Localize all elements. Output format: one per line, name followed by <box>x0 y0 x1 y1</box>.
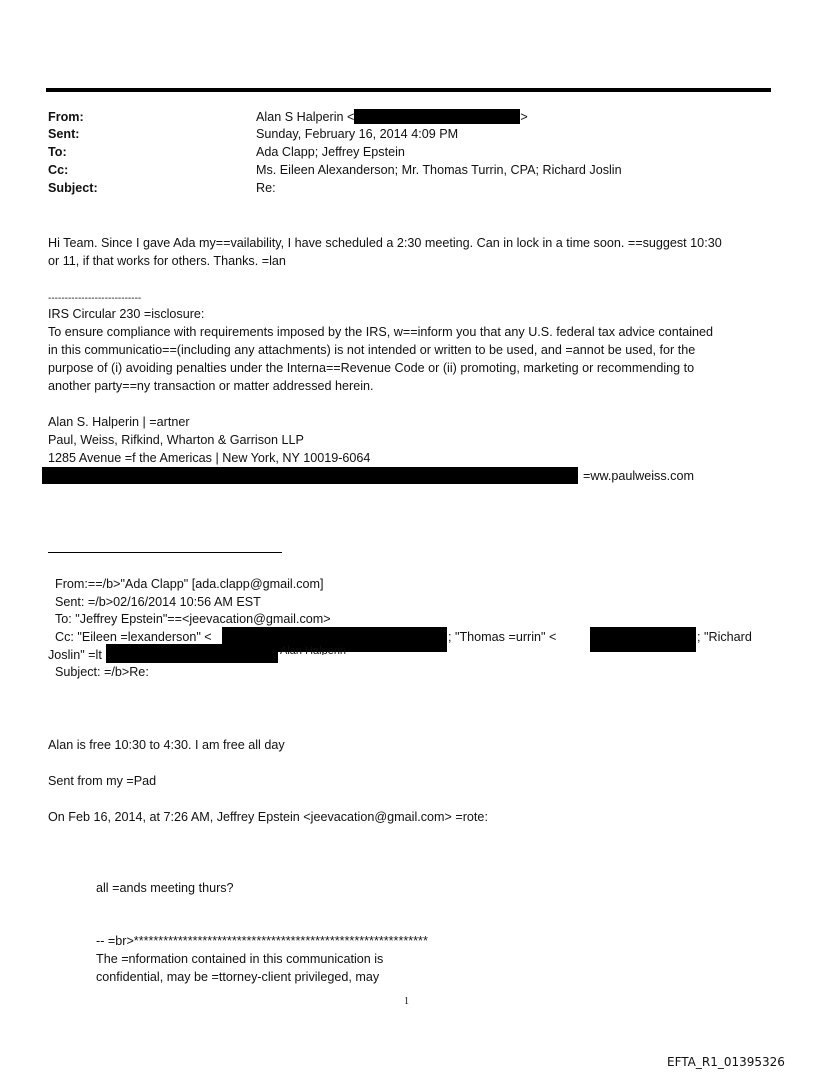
from-value-prefix: Alan S Halperin < <box>256 110 355 124</box>
disclaimer-title: IRS Circular 230 =isclosure: <box>48 307 205 321</box>
quoted-cc: Alan Halperin <box>280 645 347 655</box>
subject-value: Re: <box>256 181 276 195</box>
quoted-subject: Subject: =/b>Re: <box>55 665 149 679</box>
from-label: From: <box>48 110 84 124</box>
top-rule <box>46 88 771 92</box>
to-value: Ada Clapp; Jeffrey Epstein <box>256 145 405 159</box>
cc-label: Cc: <box>48 163 69 177</box>
quoted-cc: Joslin" =lt <box>48 648 102 662</box>
inner-line: confidential, may be =ttorney-client privileged, may <box>96 970 380 984</box>
signature-name: Alan S. Halperin | =artner <box>48 415 190 429</box>
reply-line: Alan is free 10:30 to 4:30. I am free all day <box>48 738 285 752</box>
redaction-block <box>590 627 696 652</box>
from-value <box>256 109 528 126</box>
cc-value: Ms. Eileen Alexanderson; Mr. Thomas Turrin, CPA; Richard Joslin <box>256 163 622 177</box>
signature-firm: Paul, Weiss, Rifkind, Wharton & Garrison LLP <box>48 433 304 447</box>
signature-address: 1285 Avenue =f the Americas | New York, NY 10019-6064 <box>48 451 371 465</box>
quoted-from: From:==/b>"Ada Clapp" [ada.clapp@gmail.com] <box>55 577 324 591</box>
disclaimer-line: purpose of (i) avoiding penalties under the Interna==Revenue Code or (ii) promoting, marketing or recommending to <box>48 361 695 375</box>
reply-line: Sent from my =Pad <box>48 774 157 788</box>
quoted-cc: Cc: "Eileen =lexanderson" < <box>55 630 212 644</box>
sent-value: Sunday, February 16, 2014 4:09 PM <box>256 127 459 141</box>
quoted-sent: Sent: =/b>02/16/2014 10:56 AM EST <box>55 595 261 609</box>
quoted-cc: ; "Richard <box>697 630 752 644</box>
signature-web: =ww.paulweiss.com <box>583 469 694 483</box>
inner-line: all =ands meeting thurs? <box>96 881 234 895</box>
page-number: 1 <box>404 996 409 1007</box>
inner-separator: -- =br>************************************************************ <box>96 934 428 948</box>
from-value-suffix: > <box>520 110 528 124</box>
sent-label: Sent: <box>48 127 80 141</box>
body-line: Hi Team. Since I gave Ada my==vailability, I have scheduled a 2:30 meeting. Can in lock in a time soon. ==suggest 10:30 <box>48 236 722 250</box>
redaction-block <box>354 109 520 124</box>
redaction-block <box>106 644 278 663</box>
quoted-cc: ; "Thomas =urrin" < <box>448 630 557 644</box>
subject-label: Subject: <box>48 181 98 195</box>
to-label: To: <box>48 145 67 159</box>
body-line: or 11, if that works for others. Thanks. =lan <box>48 254 286 268</box>
redaction-block <box>42 467 578 484</box>
disclaimer-separator: ---------------------------- <box>48 293 142 304</box>
document-id: EFTA_R1_01395326 <box>667 1055 785 1069</box>
quoted-to: To: "Jeffrey Epstein"==<jeevacation@gmail.com> <box>55 612 331 626</box>
disclaimer-line: in this communicatio==(including any attachments) is not intended or written to be used, and =annot be used, for the <box>48 343 696 357</box>
quote-separator-rule <box>48 552 282 553</box>
reply-line: On Feb 16, 2014, at 7:26 AM, Jeffrey Epstein <jeevacation@gmail.com> =rote: <box>48 810 488 824</box>
disclaimer-line: another party==ny transaction or matter addressed herein. <box>48 379 374 393</box>
disclaimer-line: To ensure compliance with requirements imposed by the IRS, w==inform you that any U.S. federal tax advice contained <box>48 325 714 339</box>
inner-line: The =nformation contained in this communication is <box>96 952 384 966</box>
